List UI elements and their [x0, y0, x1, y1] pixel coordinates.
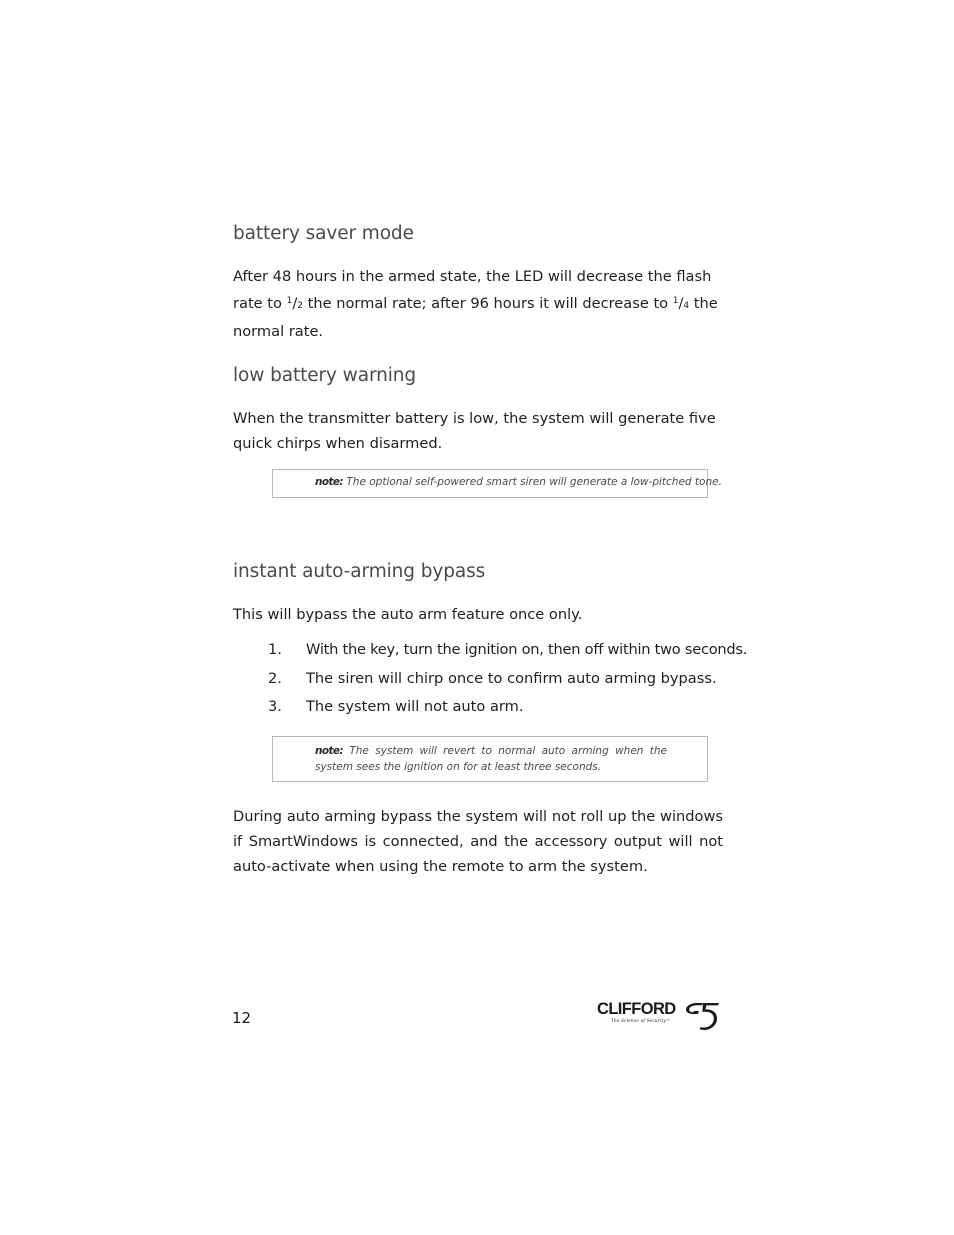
siren-note-text: The optional self-powered smart siren will generate a low-pitched tone. — [343, 476, 722, 488]
low-battery-heading: low battery warning — [233, 365, 417, 386]
quarter-fraction-denominator: 4 — [683, 301, 690, 311]
g5-logo-icon — [683, 1000, 721, 1032]
step-number: 3. — [268, 698, 282, 715]
auto-arming-intro: This will bypass the auto arm feature once only. — [233, 606, 583, 623]
brand-wordmark: CLIFFORD — [597, 1000, 676, 1018]
half-fraction-denominator: 2 — [297, 301, 303, 311]
note-label: note: — [315, 745, 344, 757]
low-battery-text: When the transmitter battery is low, the system will generate five quick chirps when disarmed. — [233, 410, 716, 452]
list-item — [268, 669, 728, 698]
siren-note-box — [272, 469, 722, 498]
battery-saver-heading: battery saver mode — [233, 223, 414, 244]
step-number: 2. — [268, 669, 282, 687]
step-text: The siren will chirp once to confirm auto arming bypass. — [306, 669, 717, 687]
battery-saver-text-part3: the normal rate. — [233, 295, 718, 340]
quarter-fraction-numerator: 1 — [672, 296, 679, 306]
clifford-g5-logo — [597, 1000, 722, 1032]
auto-arming-closing-text: During auto arming bypass the system will not roll up the windows if SmartWindows is connected, and the accessory output will not auto-activate when using the remote to arm the system. — [233, 808, 723, 875]
note-label: note: — [315, 476, 344, 488]
bypass-steps-list — [268, 640, 748, 726]
half-fraction-numerator: 1 — [286, 296, 293, 306]
brand-tagline: The Science of Security™ — [611, 1018, 671, 1023]
step-number: 1. — [268, 641, 282, 658]
ignition-note-box — [272, 736, 708, 782]
list-item — [268, 697, 728, 726]
battery-saver-text-part1: After 48 hours in the armed state, the LED will decrease the flash rate to — [233, 268, 712, 312]
step-text: The system will not auto arm. — [306, 698, 524, 715]
battery-saver-text: After 48 hours in the armed state, the LED will decrease the flash rate to $^1$/2 the normal rate; after 96 hours it will decrease to $^1$/4 the normal rate. — [233, 268, 718, 340]
list-item — [268, 640, 748, 669]
ignition-note-text: The system will revert to normal auto arming when the system sees the ignition on for at least three seconds. — [315, 745, 667, 773]
page-number: 12 — [232, 1009, 252, 1027]
step-text: With the key, turn the ignition on, then off within two seconds. — [306, 641, 748, 658]
battery-saver-text-part2: the normal rate; after 96 hours it will decrease to — [302, 295, 673, 312]
auto-arming-heading: instant auto-arming bypass — [233, 561, 486, 582]
